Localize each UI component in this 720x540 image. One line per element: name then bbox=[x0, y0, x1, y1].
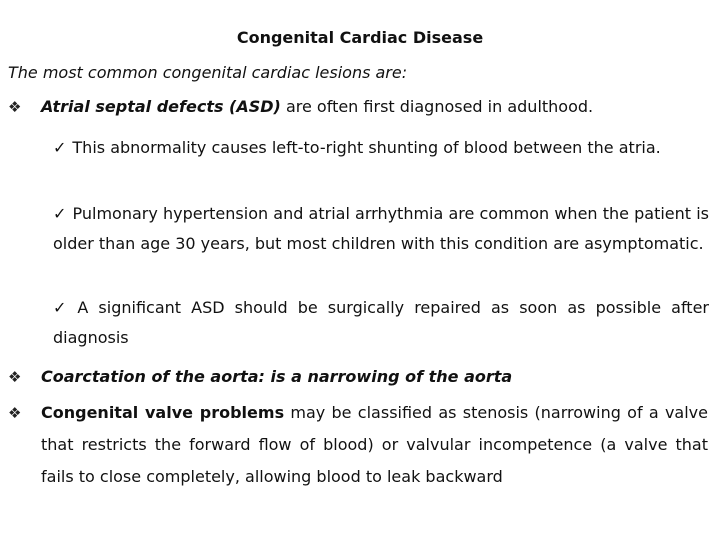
diamond-bullet-icon: ❖ bbox=[8, 368, 22, 386]
page-title: Congenital Cardiac Disease bbox=[236, 28, 484, 47]
list-item-coarctation bbox=[8, 361, 708, 393]
list-item-text: Atrial septal defects (ASD) are often first diagnosed in adulthood. bbox=[41, 97, 594, 116]
checkmark-icon: ✓ bbox=[53, 204, 67, 223]
sub-point: ✓ A significant ASD should be surgically repaired as soon as possible after diagnosis bbox=[53, 298, 710, 347]
checkmark-icon: ✓ bbox=[53, 298, 72, 317]
list-item-valve bbox=[8, 397, 708, 493]
sub-point: ✓ This abnormality causes left-to-right shunting of blood between the atria. bbox=[53, 138, 661, 157]
sub-point: ✓ Pulmonary hypertension and atrial arrhythmia are common when the patient is older than age 30 years, but most children with this condition are asymptomatic. bbox=[53, 204, 710, 253]
list-item-asd bbox=[8, 91, 708, 123]
intro-text: The most common congenital cardiac lesions are: bbox=[8, 63, 408, 82]
list-item-text: Congenital valve problems may be classified as stenosis (narrowing of a valve that restricts the forward flow of blood) or valvular incompetence (a valve that fails to close completely, allowing blood to leak backward bbox=[41, 403, 708, 486]
diamond-bullet-icon: ❖ bbox=[8, 98, 22, 116]
checkmark-icon: ✓ bbox=[53, 138, 67, 157]
list-item-text: Coarctation of the aorta: is a narrowing of the aorta bbox=[41, 367, 513, 386]
diamond-bullet-icon: ❖ bbox=[8, 404, 22, 422]
